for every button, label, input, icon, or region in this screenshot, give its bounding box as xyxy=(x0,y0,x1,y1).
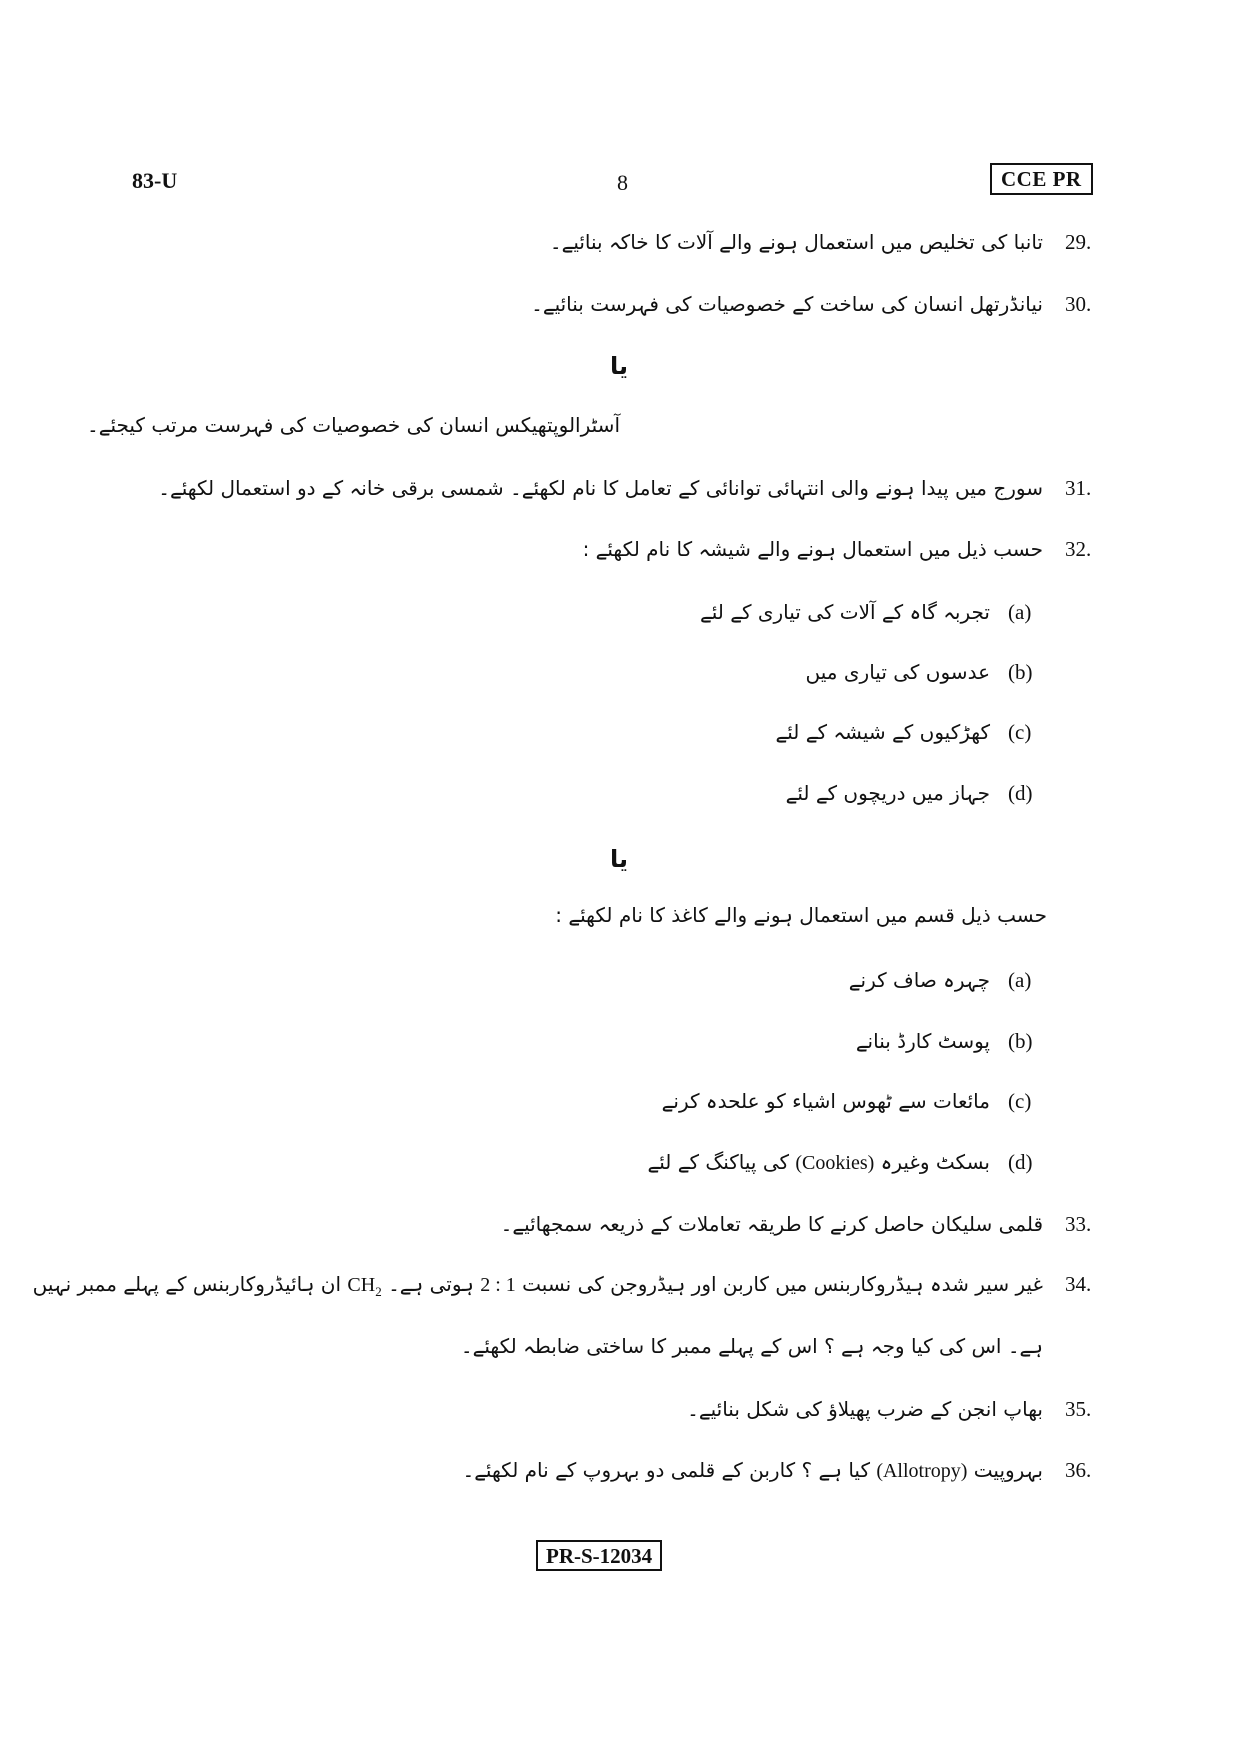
alt-option-a xyxy=(849,968,1044,993)
option-d xyxy=(786,781,1044,806)
question-36-start: بہروپیت xyxy=(973,1458,1043,1482)
option-text xyxy=(648,1150,990,1175)
question-30-alternative: آسٹرالوپتھیکس انسان کی خصوصیات کی فہرست مرتب کیجئے۔ xyxy=(87,413,620,437)
question-32 xyxy=(583,537,1103,562)
question-text: سورج میں پیدا ہونے والی انتہائی توانائی کے تعامل کا نام لکھئے۔ شمسی برقی خانہ کے دو استعمال لکھئے۔ xyxy=(158,476,1043,500)
question-29 xyxy=(550,230,1103,255)
question-number: 29. xyxy=(1065,230,1092,254)
question-number: 33. xyxy=(1065,1212,1092,1236)
question-35 xyxy=(687,1397,1103,1422)
question-36 xyxy=(462,1458,1103,1483)
option-label: (b) xyxy=(1008,1029,1033,1053)
or-label: یا xyxy=(610,352,629,380)
question-number: 30. xyxy=(1065,292,1092,316)
cookies-term: (Cookies) xyxy=(795,1152,875,1174)
option-text: عدسوں کی تیاری میں xyxy=(805,660,990,684)
question-text: نیانڈرتھل انسان کی ساخت کے خصوصیات کی فہرست بنائیے۔ xyxy=(531,292,1043,316)
question-text: حسب ذیل میں استعمال ہونے والے شیشہ کا نام لکھئے : xyxy=(582,537,1043,561)
alt-option-d xyxy=(648,1150,1044,1175)
option-label: (d) xyxy=(1008,781,1033,805)
question-text: قلمی سلیکان حاصل کرنے کا طریقہ تعاملات کے ذریعہ سمجھائیے۔ xyxy=(500,1212,1043,1236)
question-36-end: کیا ہے ؟ کاربن کے قلمی دو بہروپ کے نام لکھئے۔ xyxy=(462,1458,870,1482)
ratio: 2 : 1 xyxy=(480,1274,516,1296)
option-text: تجربہ گاہ کے آلات کی تیاری کے لئے xyxy=(700,600,990,624)
option-label: (d) xyxy=(1008,1150,1033,1174)
formula-base: CH xyxy=(347,1274,376,1296)
formula xyxy=(347,1274,382,1299)
option-label: (c) xyxy=(1008,1089,1032,1113)
question-text xyxy=(462,1458,1043,1483)
question-31 xyxy=(158,476,1103,501)
question-number: 31. xyxy=(1065,476,1092,500)
option-text: چہرہ صاف کرنے xyxy=(848,968,990,992)
question-34-part-c: ان ہائیڈروکاربنس کے پہلے ممبر نہیں xyxy=(32,1272,342,1296)
option-a xyxy=(700,600,1044,625)
question-34 xyxy=(33,1272,1103,1300)
question-number: 36. xyxy=(1065,1458,1092,1482)
question-33 xyxy=(501,1212,1103,1237)
paper-code: 83-U xyxy=(132,168,178,193)
option-label: (c) xyxy=(1008,720,1032,744)
question-34-part-b: ہوتی ہے۔ xyxy=(388,1272,474,1296)
option-c xyxy=(776,720,1044,745)
option-text-start: بسکٹ وغیرہ xyxy=(880,1150,990,1174)
question-text: تانبا کی تخلیص میں استعمال ہونے والے آلات کا خاکہ بنائیے۔ xyxy=(549,230,1043,254)
formula-subscript: 2 xyxy=(375,1284,382,1299)
alt-option-b xyxy=(856,1029,1044,1054)
series-box: CCE PR xyxy=(990,163,1093,195)
option-text-end: کی پیاکنگ کے لئے xyxy=(647,1150,790,1174)
option-text: پوسٹ کارڈ بنانے xyxy=(855,1029,990,1053)
allotropy-term: (Allotropy) xyxy=(876,1460,968,1482)
question-30 xyxy=(531,292,1103,317)
question-number: 34. xyxy=(1065,1272,1092,1296)
option-text: کھڑکیوں کے شیشہ کے لئے xyxy=(775,720,990,744)
question-34-part-a: غیر سیر شدہ ہیڈروکاربنس میں کاربن اور ہیڈروجن کی نسبت xyxy=(522,1272,1043,1296)
option-label: (b) xyxy=(1008,660,1033,684)
question-32-alternative: حسب ذیل قسم میں استعمال ہونے والے کاغذ کا نام لکھئے : xyxy=(555,903,1047,927)
question-number: 32. xyxy=(1065,537,1092,561)
option-label: (a) xyxy=(1008,968,1032,992)
question-34-line-2: ہے۔ اس کی کیا وجہ ہے ؟ اس کے پہلے ممبر کا ساختی ضابطہ لکھئے۔ xyxy=(460,1334,1043,1358)
page-number: 8 xyxy=(617,170,628,195)
option-text: جہاز میں دریچوں کے لئے xyxy=(785,781,990,805)
alt-option-c xyxy=(662,1089,1044,1114)
question-text: بھاپ انجن کے ضرب پھیلاؤ کی شکل بنائیے۔ xyxy=(687,1397,1043,1421)
option-b xyxy=(806,660,1044,685)
question-number: 35. xyxy=(1065,1397,1092,1421)
or-label: یا xyxy=(610,845,629,873)
question-text xyxy=(33,1272,1043,1300)
footer-code: PR-S-12034 xyxy=(536,1540,662,1571)
option-label: (a) xyxy=(1008,600,1032,624)
option-text: مائعات سے ٹھوس اشیاء کو علحدہ کرنے xyxy=(661,1089,990,1113)
